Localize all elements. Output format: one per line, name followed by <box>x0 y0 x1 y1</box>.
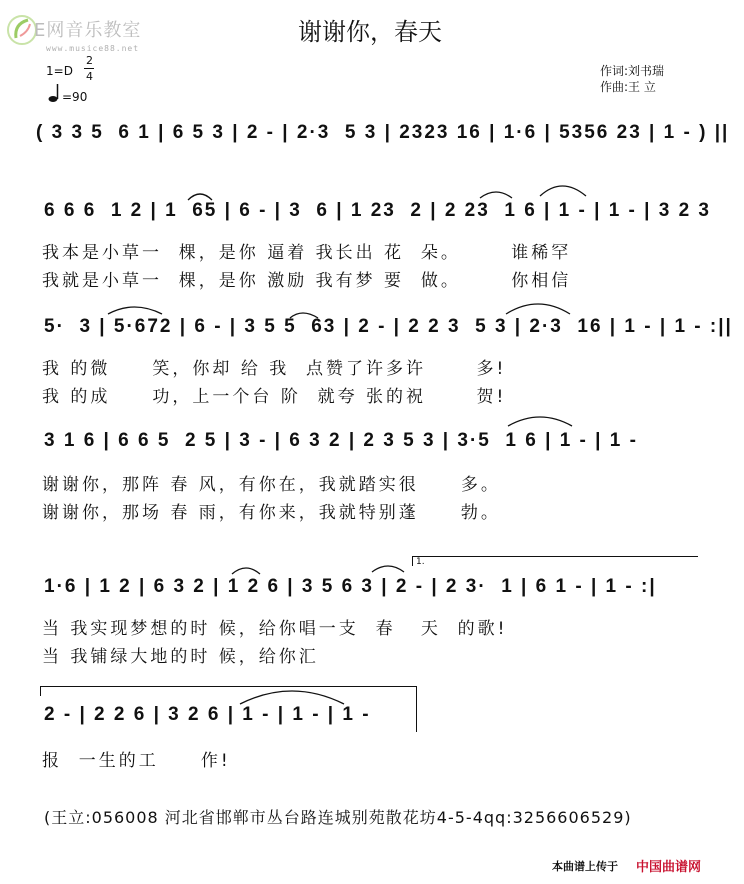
watermark-site-name: E网音乐教室 <box>34 20 142 41</box>
notation-row-3: 5· 3 | 5·672 | 6 - | 3 5 5 63 | 2 - | 2 2 3 5 3 | 2·3 16 | 1 - | 1 - :|| <box>44 316 733 337</box>
tempo-value: =90 <box>62 90 88 104</box>
lyrics-row-4-verse-1: 谢谢你，那阵 春 风，有你在，我就踏实很 多。 <box>42 475 501 495</box>
volta-2-bracket-tick <box>40 686 41 696</box>
notation-row-4: 3 1 6 | 6 6 5 2 5 | 3 - | 6 3 2 | 2 3 5 3 | 3·5 1 6 | 1 - | 1 - <box>44 430 638 451</box>
lyrics-row-3-verse-2: 我 的成 功，上一个台 阶 就夸 张的祝 贺! <box>42 387 507 407</box>
composer-credit: 作曲:王 立 <box>600 80 656 94</box>
volta-1-label: 1. <box>416 557 425 567</box>
volta-2-bracket <box>40 686 416 687</box>
notation-row-2: 6 6 6 1 2 | 1 65 | 6 - | 3 6 | 1 23 2 | 2 23 1 6 | 1 - | 1 - | 3 2 3 <box>44 200 711 221</box>
site-logo: 中国曲谱网 <box>636 860 702 875</box>
key-signature: 1=D <box>46 64 73 78</box>
lyrics-row-2-verse-2: 我就是小草一 棵，是你 激励 我有梦 要 做。 你相信 <box>42 271 572 291</box>
volta-2-bracket-end <box>416 686 417 732</box>
lyrics-row-5-verse-1: 当 我实现梦想的时 候，给你唱一支 春 天 的歌! <box>42 619 508 639</box>
lyrics-row-5-verse-2: 当 我铺绿大地的时 候，给你汇 <box>42 647 319 667</box>
lyricist-credit: 作词:刘书瑞 <box>600 64 665 78</box>
volta-1-bracket <box>412 556 698 557</box>
lyrics-row-4-verse-2: 谢谢你，那场 春 雨，有你来，我就特别蓬 勃。 <box>42 503 501 523</box>
lyrics-row-3-verse-1: 我 的微 笑，你却 给 我 点赞了许多许 多! <box>42 359 507 379</box>
notation-row-5: 1·6 | 1 2 | 6 3 2 | 1 2 6 | 3 5 6 3 | 2 - | 2 3· 1 | 6 1 - | 1 - :| <box>44 576 657 597</box>
time-signature-bottom: 4 <box>86 70 93 83</box>
quarter-note-icon <box>48 82 62 108</box>
notation-row-1: ( 3 3 5 6 1 | 6 5 3 | 2 - | 2·3 5 3 | 2323 16 | 1·6 | 5356 23 | 1 - ) || <box>36 122 730 143</box>
time-signature-line <box>84 68 94 69</box>
lyrics-row-6-verse-1: 报 一生的工 作! <box>42 751 231 771</box>
time-signature-top: 2 <box>86 54 93 67</box>
notation-row-6: 2 - | 2 2 6 | 3 2 6 | 1 - | 1 - | 1 - <box>44 704 371 725</box>
volta-1-bracket-tick <box>412 556 413 566</box>
song-title: 谢谢你，春天 <box>298 18 442 46</box>
lyrics-row-2-verse-1: 我本是小草一 棵，是你 逼着 我长出 花 朵。 谁稀罕 <box>42 243 572 263</box>
watermark-url: www.musice88.net <box>46 44 140 53</box>
contact-footer: (王立:056008 河北省邯郸市丛台路连城别苑散花坊4-5-4qq:3256606529) <box>44 808 632 827</box>
upload-note: 本曲谱上传于 <box>552 860 618 873</box>
